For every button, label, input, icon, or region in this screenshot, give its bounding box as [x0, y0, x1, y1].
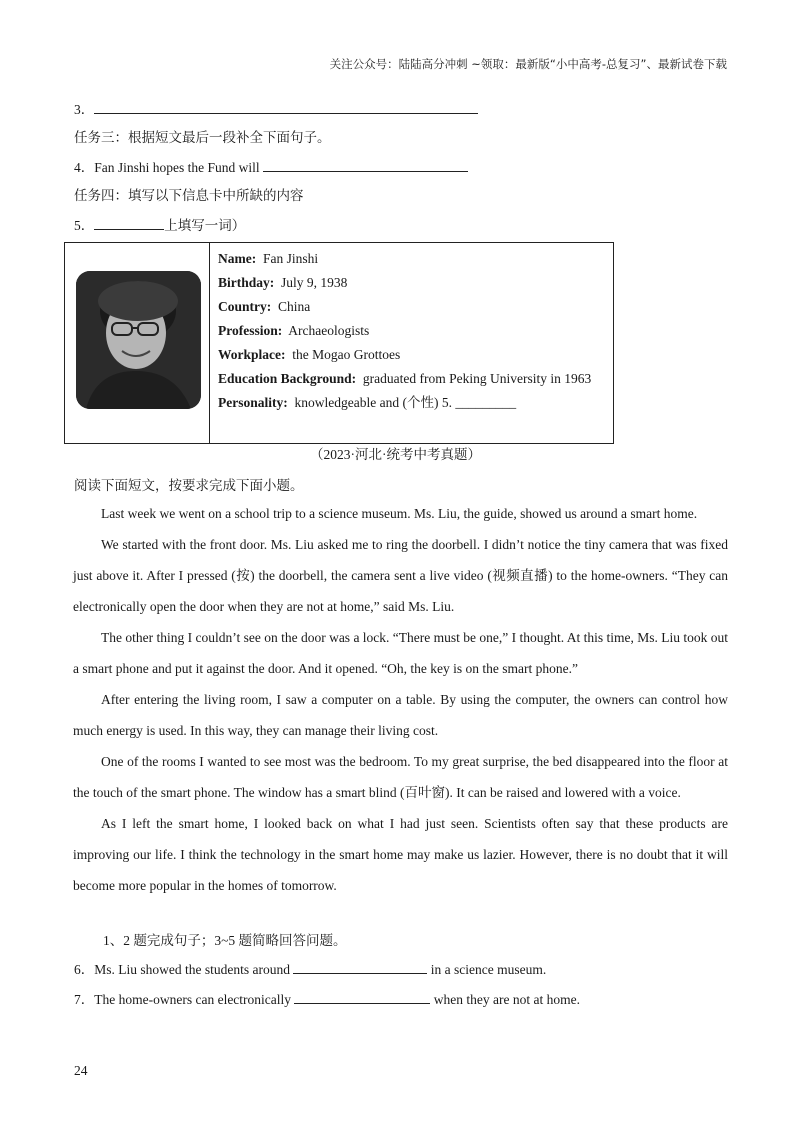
question-5 — [74, 217, 245, 234]
source-note: （2023·河北·统考中考真题） — [310, 447, 481, 462]
answer-blank — [263, 159, 468, 172]
task-4-heading: 任务四：填写以下信息卡中所缺的内容 — [74, 188, 304, 203]
question-3-label: 3． — [74, 102, 95, 117]
page-header: 关注公众号：陆陆高分冲刺 ~领取：最新版“小中高考-总复习”、最新试卷下载 — [329, 57, 727, 71]
question-4-label: 4．Fan Jinshi hopes the Fund will — [74, 160, 260, 175]
info-row-personality: Personality: knowledgeable and (个性) 5. _________ — [218, 395, 517, 410]
info-row-profession: Profession: Archaeologists — [218, 323, 370, 338]
passage-paragraph: One of the rooms I wanted to see most was the bedroom. To my great surprise, the bed disappeared into the floor at the touch of the smart phone. The window has a smart blind (百叶窗). It can be raised and lowered with a voice. — [73, 754, 728, 800]
passage-paragraph: The other thing I couldn’t see on the door was a lock. “There must be one,” I thought. At this time, Ms. Liu took out a smart phone and put it against the door. And it opened. “Oh, the key is on the smart phone.” — [73, 630, 729, 676]
question-4 — [74, 159, 468, 176]
passage-paragraph: We started with the front door. Ms. Liu asked me to ring the doorbell. I didn’t notice the tiny camera that was fixed just above it. After I pressed (按) the doorbell, the camera sent a live video (视频直播) to the home-owners. “They can electronically open the door when they are not at home,” said Ms. Liu. — [73, 537, 728, 614]
portrait-image — [76, 271, 201, 409]
photo-cell — [65, 243, 210, 443]
page-number: 24 — [74, 1063, 88, 1078]
info-row-birthday: Birthday: July 9, 1938 — [218, 275, 348, 290]
passage-paragraph: Last week we went on a school trip to a science museum. Ms. Liu, the guide, showed us around a smart home. — [101, 506, 698, 521]
info-row-workplace: Workplace: the Mogao Grottoes — [218, 347, 401, 362]
question-7: 7．The home-owners can electronically when they are not at home. — [74, 992, 580, 1007]
info-row-education: Education Background: graduated from Peking University in 1963 — [218, 371, 592, 386]
question-5-suffix: 上填写一词） — [164, 218, 246, 233]
info-list — [218, 251, 608, 419]
passage-paragraph: As I left the smart home, I looked back on what I had just seen. Scientists often say that these products are improving our life. I think the technology in the smart home may make us lazier. However, there is no doubt that it will become more popular in the homes of tomorrow. — [73, 816, 728, 893]
answer-blank — [94, 101, 478, 114]
question-3 — [74, 101, 478, 118]
passage — [73, 498, 728, 901]
answer-blank — [294, 991, 430, 1004]
question-6: 6．Ms. Liu showed the students around in a science museum. — [74, 962, 547, 977]
portrait-photo — [76, 271, 201, 409]
passage-paragraph: After entering the living room, I saw a computer on a table. By using the computer, the owners can control how much energy is used. In this way, they can manage their living cost. — [73, 692, 728, 738]
task-note: 1、2 题完成句子；3~5 题简略回答问题。 — [103, 933, 347, 948]
info-card — [64, 242, 614, 444]
answer-blank — [94, 217, 164, 230]
info-row-country: Country: China — [218, 299, 311, 314]
answer-blank — [293, 961, 427, 974]
info-row-name: Name: Fan Jinshi — [218, 251, 319, 266]
reading-instruction: 阅读下面短文，按要求完成下面小题。 — [74, 478, 304, 493]
question-5-label: 5． — [74, 218, 95, 233]
task-3-heading: 任务三：根据短文最后一段补全下面句子。 — [74, 130, 331, 145]
